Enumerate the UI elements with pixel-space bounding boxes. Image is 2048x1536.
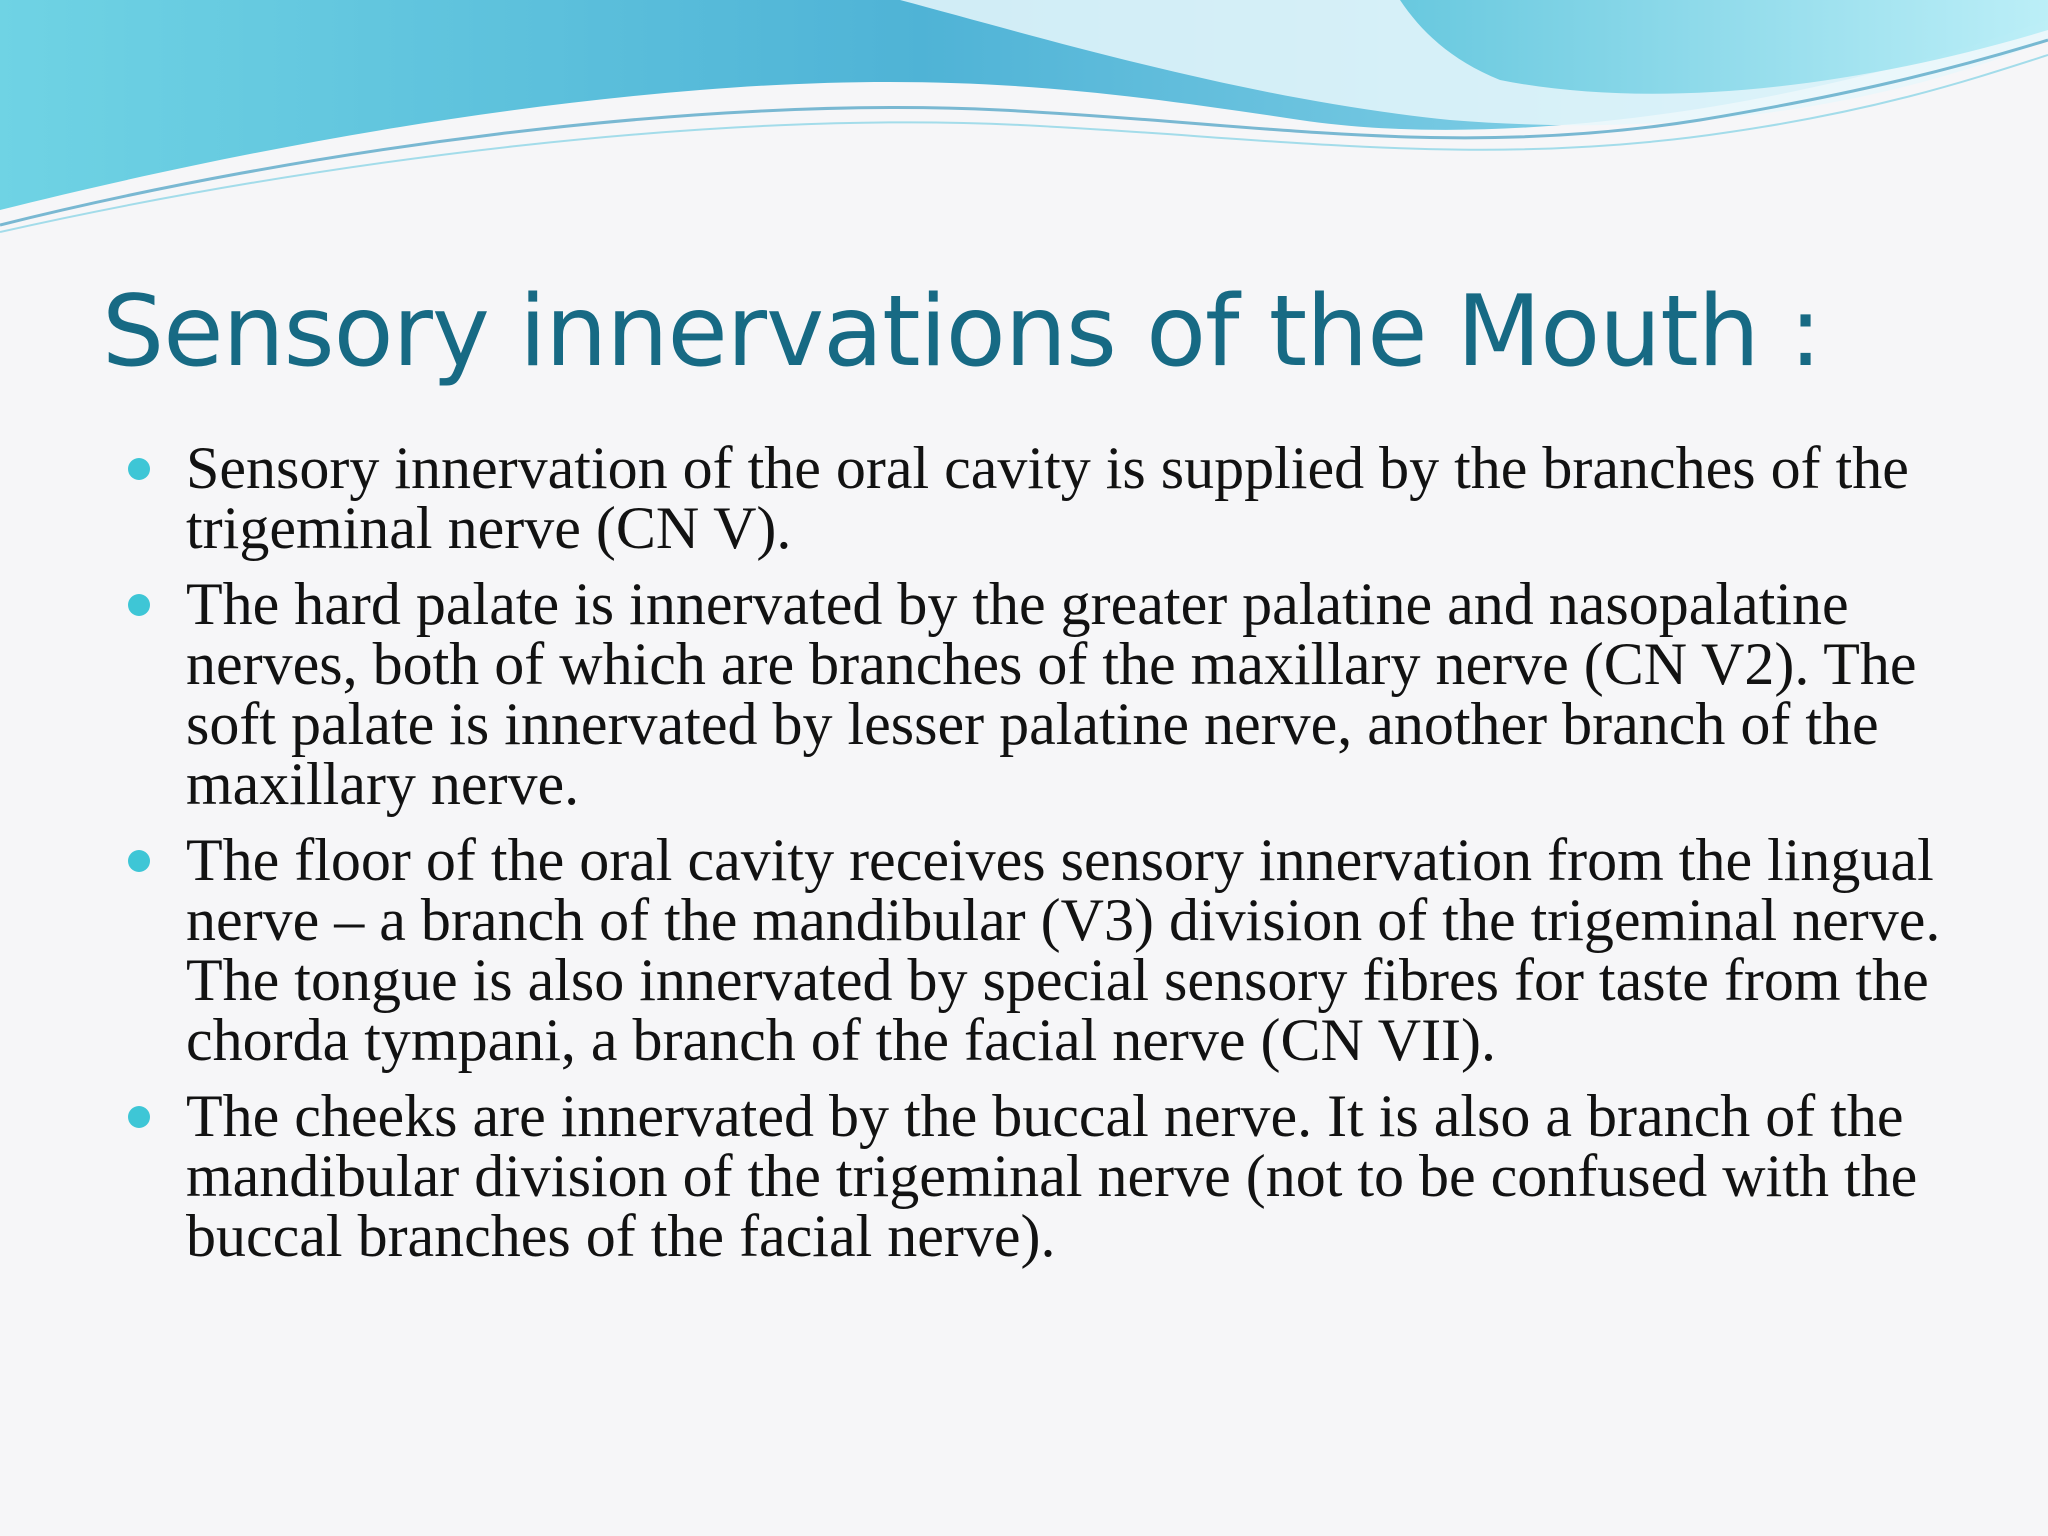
bullet-item bbox=[124, 1083, 1954, 1269]
bullet-list bbox=[124, 435, 1954, 1282]
slide-title: Sensory innervations of the Mouth : bbox=[102, 275, 1821, 389]
bullet-dot-icon bbox=[128, 458, 150, 480]
bullet-text: Sensory innervation of the oral cavity is supplied by the branches of the trigeminal nerve (CN V). bbox=[186, 435, 1909, 561]
bullet-item bbox=[124, 827, 1954, 1073]
bullet-text: The floor of the oral cavity receives sensory innervation from the lingual nerve – a branch of the mandibular (V3) division of the trigeminal nerve. The tongue is also innervated by special sensory fibres for taste from the chorda tympani, a branch of the facial nerve (CN VII). bbox=[186, 827, 1941, 1073]
bullet-text: The hard palate is innervated by the greater palatine and nasopalatine nerves, both of which are branches of the maxillary nerve (CN V2). The soft palate is innervated by lesser palatine nerve, another branch of the maxillary nerve. bbox=[186, 571, 1917, 817]
bullet-dot-icon bbox=[128, 1106, 150, 1128]
header-wave-decoration bbox=[0, 0, 2048, 240]
bullet-item bbox=[124, 571, 1954, 817]
bullet-dot-icon bbox=[128, 594, 150, 616]
bullet-item bbox=[124, 435, 1954, 561]
bullet-text: The cheeks are innervated by the buccal nerve. It is also a branch of the mandibular division of the trigeminal nerve (not to be confused with the buccal branches of the facial nerve). bbox=[186, 1083, 1918, 1269]
bullet-dot-icon bbox=[128, 850, 150, 872]
